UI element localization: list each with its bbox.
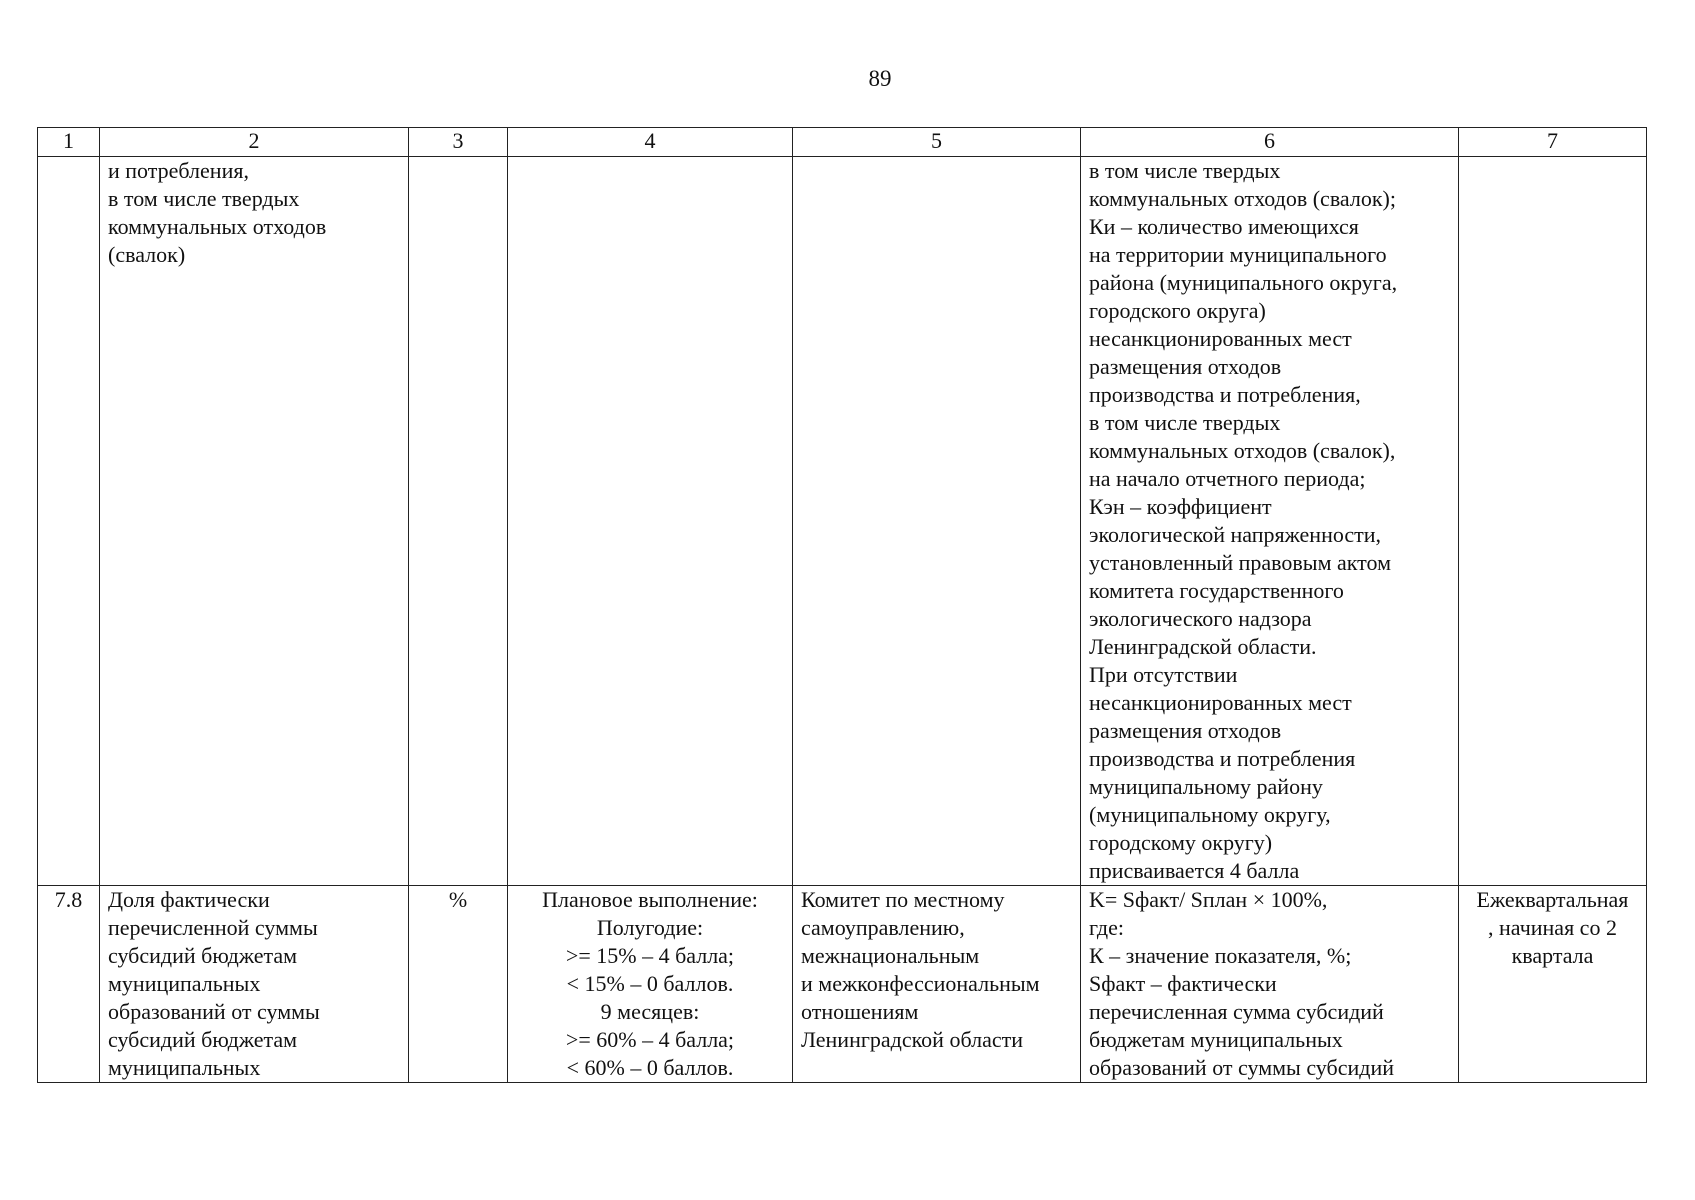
cell-number: 7.8: [38, 886, 100, 1083]
cell-indicator-name: и потребления, в том числе твердых коммунальных отходов (свалок): [100, 157, 409, 886]
column-header: 3: [409, 128, 508, 157]
cell-periodicity: [1459, 157, 1647, 886]
cell-indicator-name: Доля фактически перечисленной суммы субсидий бюджетам муниципальных образований от суммы субсидий бюджетам муниципальных: [100, 886, 409, 1083]
column-header: 1: [38, 128, 100, 157]
cell-criteria: Плановое выполнение: Полугодие: >= 15% – 4 балла; < 15% – 0 баллов. 9 месяцев: >= 60% – 4 балла; < 60% – 0 баллов.: [508, 886, 793, 1083]
column-header: 2: [100, 128, 409, 157]
cell-formula: в том числе твердых коммунальных отходов (свалок); Ки – количество имеющихся на территории муниципального района (муниципального округа, городского округа) несанкционированных мест размещения отходов производства и потребления, в том числе твердых коммунальных отходов (свалок), на начало отчетного периода; Кэн – коэффициент экологической напряженности, установленный правовым актом комитета государственного экологического надзора Ленинградской области. При отсутствии несанкционированных мест размещения отходов производства и потребления муниципальному району (муниципальному округу, городскому округу) присваивается 4 балла: [1081, 157, 1459, 886]
column-header: 5: [793, 128, 1081, 157]
cell-responsible: Комитет по местному самоуправлению, межнациональным и межконфессиональным отношениям Ленинградской области: [793, 886, 1081, 1083]
column-header: 4: [508, 128, 793, 157]
table-row-continuation: [38, 157, 1647, 886]
cell-formula: K= Sфакт/ Sплан × 100%, где: К – значение показателя, %; Sфакт – фактически перечисленная сумма субсидий бюджетам муниципальных образований от суммы субсидий: [1081, 886, 1459, 1083]
cell-number: [38, 157, 100, 886]
indicators-table: [37, 127, 1647, 1083]
column-number-row: [38, 128, 1647, 157]
column-header: 6: [1081, 128, 1459, 157]
table-row-7-8: [38, 886, 1647, 1083]
page-number: 89: [868, 66, 892, 91]
cell-periodicity: Ежеквартальная , начиная со 2 квартала: [1459, 886, 1647, 1083]
cell-criteria: [508, 157, 793, 886]
cell-responsible: [793, 157, 1081, 886]
column-header: 7: [1459, 128, 1647, 157]
cell-unit: [409, 157, 508, 886]
cell-unit: %: [409, 886, 508, 1083]
